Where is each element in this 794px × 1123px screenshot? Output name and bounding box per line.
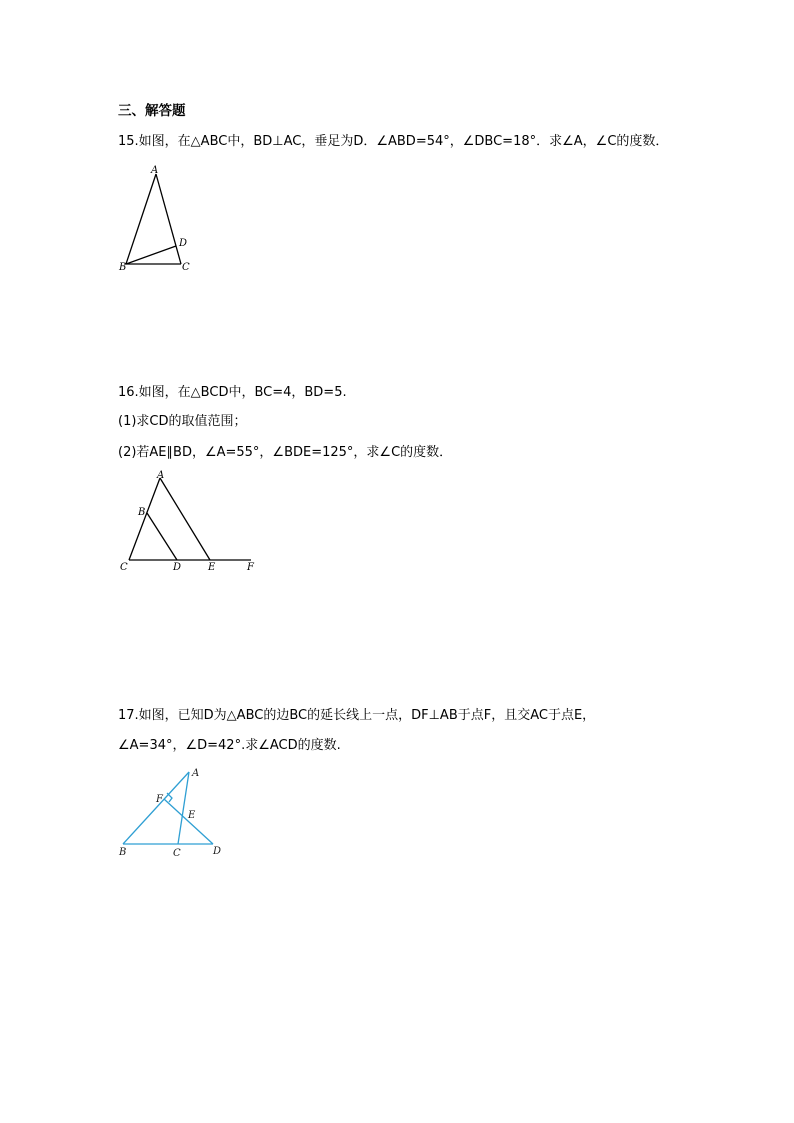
label-b: B <box>119 262 127 273</box>
problem-17-text: 17.如图，已知D为△ABC的边BC的延长线上一点，DF⊥AB于点F，且交AC于点E， <box>118 708 596 723</box>
problem-16-text: 16.如图，在△BCD中，BC=4，BD=5. <box>118 385 347 400</box>
label-a: A <box>151 165 159 176</box>
section-title: 三、解答题 <box>118 103 186 119</box>
problem-16-figure <box>110 470 270 580</box>
label-e: E <box>208 562 216 573</box>
label-a: A <box>157 470 165 481</box>
label-d: D <box>179 238 188 249</box>
label-c: C <box>182 262 190 273</box>
problem-16-part-1: (1)求CD的取值范围； <box>118 414 247 429</box>
problem-15-figure <box>110 160 210 280</box>
label-d: D <box>213 846 222 857</box>
label-b: B <box>138 507 146 518</box>
problem-17-part-1: ∠A=34°，∠D=42°.求∠ACD的度数. <box>118 738 341 753</box>
label-e: E <box>188 810 196 821</box>
label-a: A <box>192 768 200 779</box>
problem-17-figure <box>110 762 240 862</box>
label-b: B <box>119 847 127 858</box>
label-c: C <box>173 848 181 859</box>
label-c: C <box>120 562 128 573</box>
problem-15-text: 15.如图，在△ABC中，BD⊥AC，垂足为D．∠ABD=54°，∠DBC=18°．求∠A，∠C的度数． <box>118 134 669 149</box>
label-f: F <box>156 794 163 805</box>
problem-16-part-2: (2)若AE∥BD，∠A=55°，∠BDE=125°，求∠C的度数． <box>118 445 453 460</box>
label-f: F <box>247 562 254 573</box>
label-d: D <box>173 562 182 573</box>
